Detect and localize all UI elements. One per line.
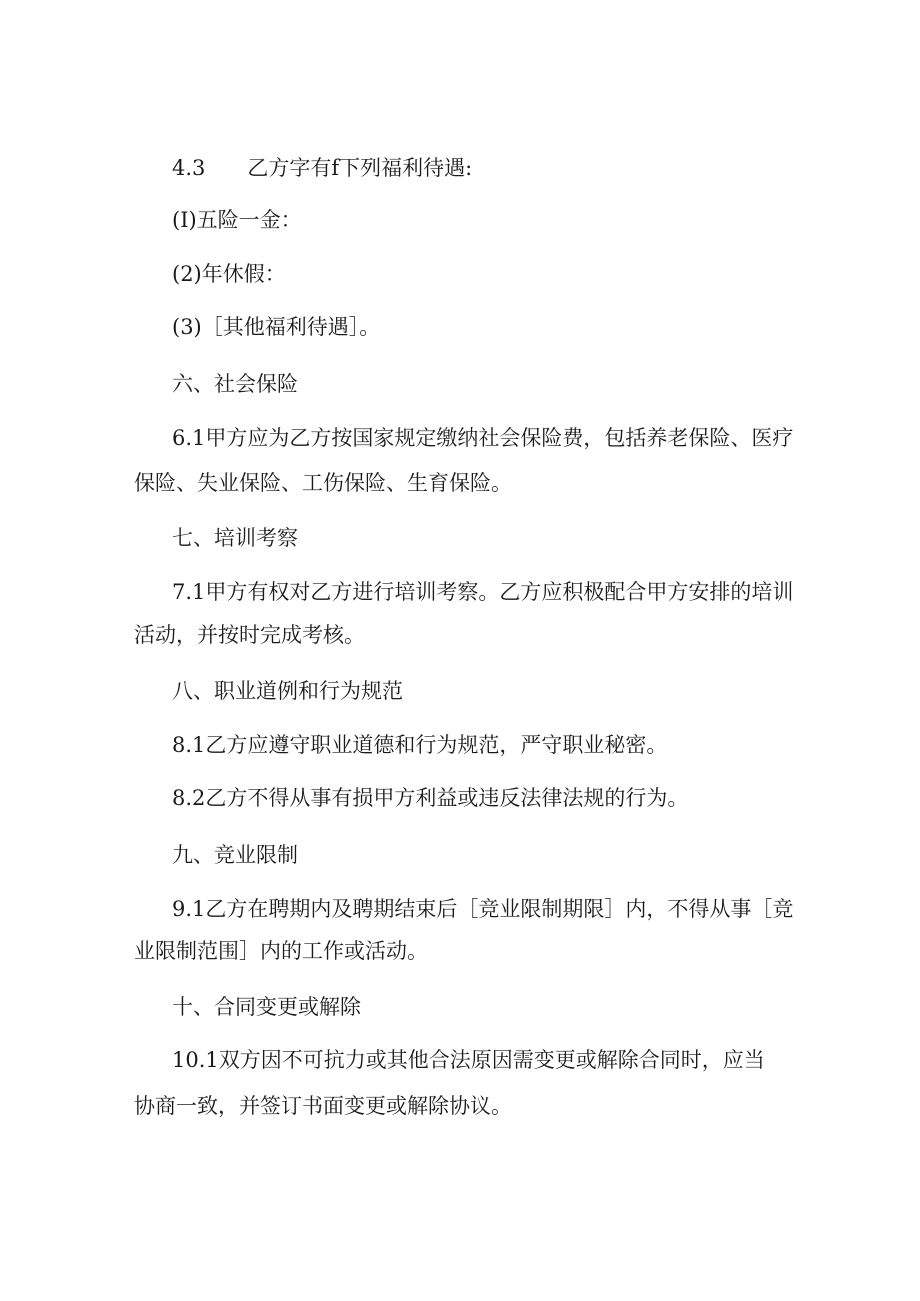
section-9-heading: 九、竞业限制 bbox=[172, 843, 298, 867]
section-6-heading: 六、社会保险 bbox=[172, 372, 298, 396]
section-8-heading: 八、职业道例和行为规范 bbox=[172, 679, 403, 703]
section-7-heading: 七、培训考察 bbox=[172, 526, 298, 550]
clause-6-1-line-2: 保险、失业保险、工伤保险、生育保险。 bbox=[134, 471, 512, 495]
clause-7-1-line-2: 活动，并按时完成考核。 bbox=[134, 623, 365, 647]
clause-4-3 bbox=[172, 154, 472, 182]
clause-4-3-number: 4.3 bbox=[172, 156, 206, 180]
clause-4-3-text: 乙方字有f下列福利待遇: bbox=[247, 156, 473, 180]
clause-10-1-line-1: 10.1双方因不可抗力或其他合法原因需变更或解除合同时，应当 bbox=[172, 1048, 765, 1072]
clause-8-2: 8.2乙方不得从事有损甲方利益或违反法律法规的行为。 bbox=[172, 786, 689, 810]
clause-10-1-line-2: 协商一致，并签订书面变更或解除协议。 bbox=[134, 1094, 512, 1118]
clause-6-1-line-1: 6.1甲方应为乙方按国家规定缴纳社会保险费，包括养老保险、医疗 bbox=[172, 426, 794, 450]
clause-7-1-line-1: 7.1甲方有权对乙方进行培训考察。乙方应积极配合甲方安排的培训 bbox=[172, 580, 794, 604]
clause-9-1-line-1: 9.1乙方在聘期内及聘期结束后［竞业限制期限］内，不得从事［竞 bbox=[172, 897, 794, 921]
benefit-item-1: (I)五险一金： bbox=[172, 208, 302, 232]
benefit-item-2: (2)年休假： bbox=[172, 262, 286, 286]
benefit-item-3: (3)［其他福利待遇］。 bbox=[172, 315, 381, 339]
clause-9-1-line-2: 业限制范围］内的工作或活动。 bbox=[134, 939, 428, 963]
section-10-heading: 十、合同变更或解除 bbox=[172, 995, 361, 1019]
clause-8-1: 8.1乙方应遵守职业道德和行为规范，严守职业秘密。 bbox=[172, 733, 668, 757]
